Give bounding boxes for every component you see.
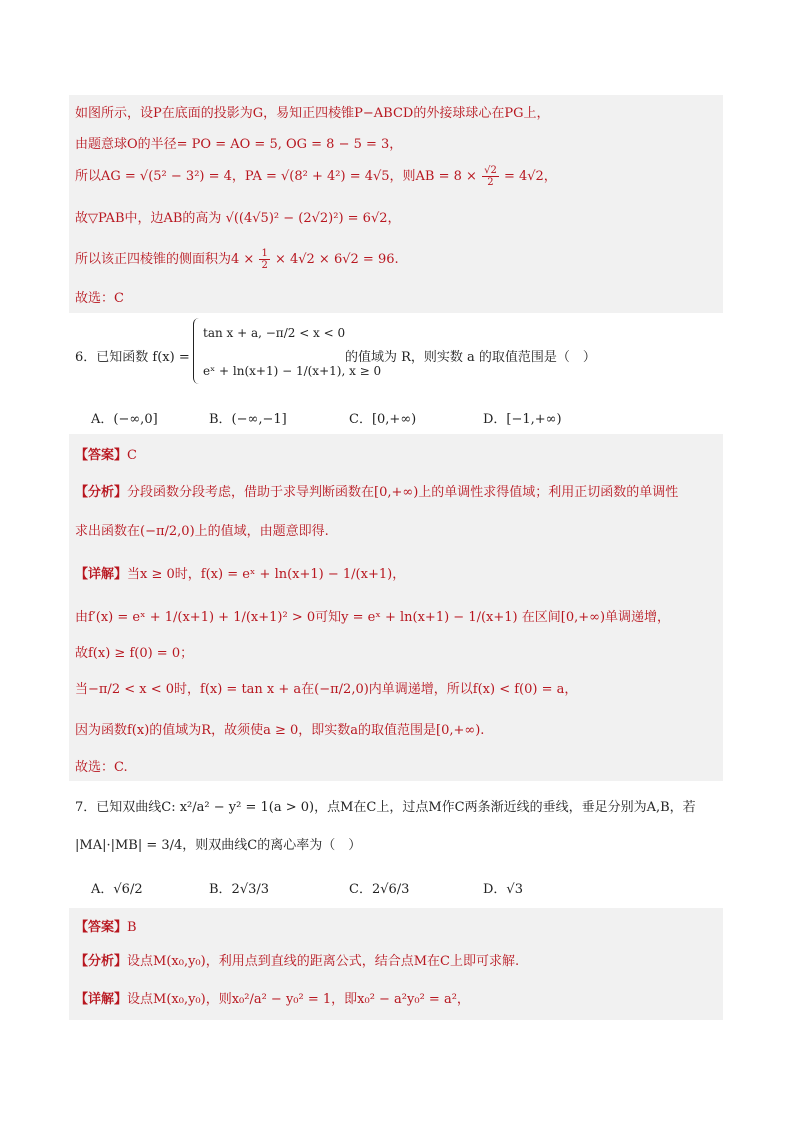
detail-line-3: 故f(x) ≥ f(0) = 0； [75,646,194,661]
analysis-text: 设点M(x₀,y₀)，利用点到直线的距离公式，结合点M在C上即可求解. [127,954,520,969]
detail-line [75,563,405,582]
option-c: C．2√6/3 [349,882,410,897]
answer-label: 【答案】 [75,448,128,463]
text-span: × 4√2 × 6√2 = 96. [274,252,399,267]
piecewise-case-2: eˣ + ln(x+1) − 1/(x+1), x ≥ 0 [203,364,382,378]
answer-value: B [127,920,137,935]
question-7-line-2: |MA|·|MB| = 3/4，则双曲线C的离心率为（ ） [75,838,362,853]
detail-label: 【详解】 [75,992,128,1007]
text-line [75,165,557,188]
answer-line [75,916,137,935]
question-6 [69,316,723,431]
fraction-numerator: √2 [484,165,497,176]
fraction-denominator: 2 [487,177,494,188]
option-a: A．√6/2 [91,882,143,897]
solution-block-7 [69,908,723,1020]
fraction-numerator: 1 [261,248,268,259]
answer-line [75,444,137,463]
option-d: D．[−1,+∞) [483,412,562,427]
question-6-prefix: 6．已知函数 f(x) = [75,350,190,365]
text-line: 由题意球O的半径= PO = AO = 5, OG = 8 − 5 = 3， [75,137,403,152]
analysis-line-2: 求出函数在(−π/2,0)上的值域，由题意即得. [75,524,329,539]
option-b: B．2√3/3 [209,882,270,897]
question-6-suffix: 的值域为 R，则实数 a 的取值范围是（ ） [345,350,596,365]
option-b: B．(−∞,−1] [209,412,287,427]
option-a: A．(−∞,0] [91,412,158,427]
analysis-label: 【分析】 [75,485,128,500]
detail-line-6: 故选：C. [75,760,128,775]
detail-label: 【详解】 [75,567,128,582]
answer-label: 【答案】 [75,920,128,935]
fraction [259,248,269,271]
text-span: = 4√2， [503,169,557,184]
solution-block-6 [69,434,723,781]
detail-line-2: 由f′(x) = eˣ + 1/(x+1) + 1/(x+1)² > 0可知y = eˣ + ln(x+1) − 1/(x+1) 在区间[0,+∞)单调递增， [75,610,671,625]
analysis-text: 分段函数分段考虑，借助于求导判断函数在[0,+∞)上的单调性求得值域；利用正切函数的单调性 [127,485,679,500]
detail-line [75,988,470,1007]
text-span: 所以该正四棱锥的侧面积为4 × [75,252,255,267]
answer-value: C [127,448,137,463]
fraction-denominator: 2 [261,260,268,271]
detail-line-4: 当−π/2 < x < 0时，f(x) = tan x + a在(−π/2,0)内单调递增，所以f(x) < f(0) = a， [75,682,578,697]
fraction [482,165,499,188]
analysis-label: 【分析】 [75,954,128,969]
text-line [75,248,399,271]
piecewise-case-1: tan x + a, −π/2 < x < 0 [203,326,346,340]
text-line: 如图所示，设P在底面的投影为G，易知正四棱锥P−ABCD的外接球球心在PG上， [75,106,550,121]
analysis-line [75,950,519,969]
option-d: D．√3 [483,882,523,897]
detail-text: 当x ≥ 0时，f(x) = eˣ + ln(x+1) − 1/(x+1)， [127,567,406,582]
solution-block-5 [69,95,723,313]
detail-text: 设点M(x₀,y₀)，则x₀²/a² − y₀² = 1，即x₀² − a²y₀² = a²， [127,992,470,1007]
question-7-line-1: 7．已知双曲线C: x²/a² − y² = 1(a > 0)，点M在C上，过点M作C两条渐近线的垂线，垂足分别为A,B，若 [75,800,696,815]
option-c: C．[0,+∞) [349,412,417,427]
text-line: 故选：C [75,291,124,306]
detail-line-5: 因为函数f(x)的值域为R，故须使a ≥ 0，即实数a的取值范围是[0,+∞). [75,723,485,738]
question-7 [69,784,723,906]
analysis-line [75,481,678,500]
text-span: 所以AG = √(5² − 3²) = 4，PA = √(8² + 4²) = 4√5，则AB = 8 × [75,169,477,184]
piecewise-brace [193,318,200,384]
text-line: 故▽PAB中，边AB的高为 √((4√5)² − (2√2)²) = 6√2， [75,211,401,226]
